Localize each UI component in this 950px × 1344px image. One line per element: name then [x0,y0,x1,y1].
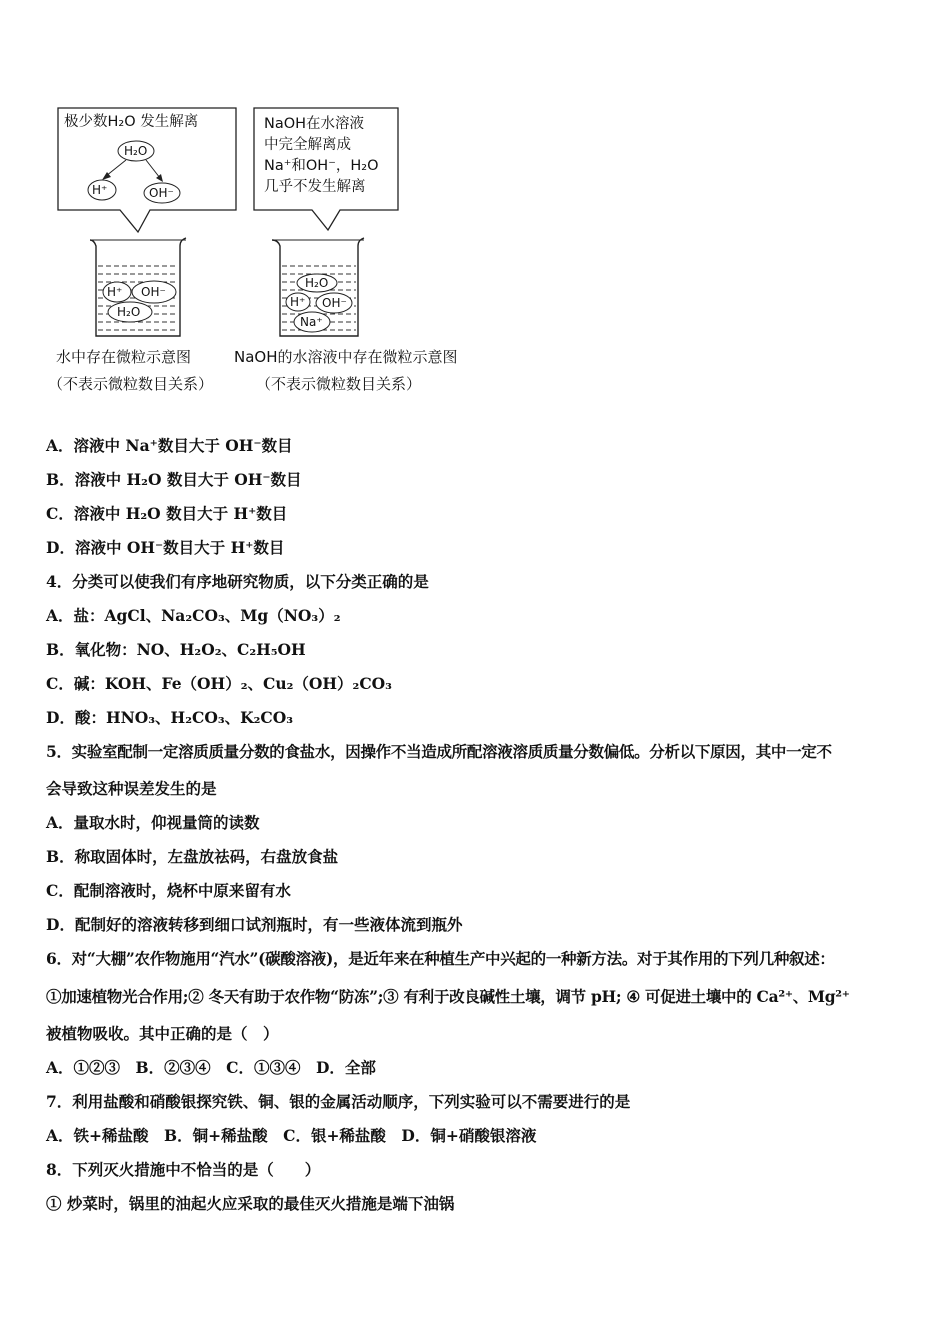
left-beaker-h: H⁺ [107,285,123,299]
left-bubble-h: H⁺ [92,183,108,197]
right-bubble-line-4: 几乎不发生解离 [264,179,366,195]
q5-stem-line-1: 5．实验室配制一定溶质质量分数的食盐水，因操作不当造成所配溶液溶质质量分数偏低。分析以下原因，其中一定不 [46,742,832,761]
q8-stem: 8．下列灭火措施中不恰当的是（ ） [46,1160,321,1179]
q4-stem: 4．分类可以使我们有序地研究物质，以下分类正确的是 [46,572,429,591]
q6-options: A．①②③ B．②③④ C．①③④ D．全部 [46,1058,376,1077]
q6-stem-line-3: 被植物吸收。其中正确的是（ ） [46,1024,279,1043]
right-beaker-na: Na⁺ [300,315,323,329]
left-bubble-title: 极少数H₂O 发生解离 [64,114,199,130]
q5-option-b: B．称取固体时，左盘放祛码，右盘放食盐 [46,847,339,866]
right-beaker-oh: OH⁻ [322,296,347,310]
ionization-figure [50,100,490,400]
q4-option-c: C．碱：KOH、Fe（OH）₂、Cu₂（OH）₂CO₃ [46,674,392,693]
left-caption-line-1: 水中存在微粒示意图 [56,348,192,366]
left-beaker-oh: OH⁻ [141,285,166,299]
left-caption-line-2: （不表示微粒数目关系） [50,375,214,393]
q3-option-d: D．溶液中 OH⁻数目大于 H⁺数目 [46,538,285,557]
q7-options: A．铁+稀盐酸 B．铜+稀盐酸 C．银+稀盐酸 D．铜+硝酸银溶液 [46,1126,537,1145]
right-caption-line-1: NaOH的水溶液中存在微粒示意图 [234,348,458,366]
q5-option-c: C．配制溶液时，烧杯中原来留有水 [46,881,291,900]
q6-stem-line-1: 6．对“大棚”农作物施用“汽水”(碳酸溶液)，是近年来在种植生产中兴起的一种新方法。对于其作用的下列几种叙述： [46,949,835,968]
right-bubble-line-3: Na⁺和OH⁻，H₂O [264,158,379,174]
left-bubble-h2o: H₂O [124,144,148,158]
q3-option-b: B．溶液中 H₂O 数目大于 OH⁻数目 [46,470,302,489]
q4-option-a: A．盐：AgCl、Na₂CO₃、Mg（NO₃）₂ [46,606,341,625]
q5-option-d: D．配制好的溶液转移到细口试剂瓶时，有一些液体流到瓶外 [46,915,463,934]
q3-option-c: C．溶液中 H₂O 数目大于 H⁺数目 [46,504,288,523]
q5-stem-line-2: 会导致这种误差发生的是 [46,779,217,798]
q4-option-b: B．氧化物：NO、H₂O₂、C₂H₅OH [46,640,306,659]
right-beaker-h2o: H₂O [305,276,329,290]
q8-item-1: ① 炒菜时，锅里的油起火应采取的最佳灭火措施是端下油锅 [46,1194,455,1213]
q6-stem-line-2: ①加速植物光合作用;② 冬天有助于农作物“防冻”;③ 有利于改良碱性土壤，调节 pH; ④ 可促进土壤中的 Ca²⁺、Mg²⁺ [46,987,850,1006]
right-caption-line-2: （不表示微粒数目关系） [256,375,422,393]
left-beaker-h2o: H₂O [117,305,141,319]
right-bubble-line-2: 中完全解离成 [264,137,351,153]
right-beaker-h: H⁺ [290,295,306,309]
q4-option-d: D．酸：HNO₃、H₂CO₃、K₂CO₃ [46,708,293,727]
q3-option-a: A．溶液中 Na⁺数目大于 OH⁻数目 [46,436,293,455]
left-bubble-oh: OH⁻ [149,186,174,200]
q7-stem: 7．利用盐酸和硝酸银探究铁、铜、银的金属活动顺序，下列实验可以不需要进行的是 [46,1092,631,1111]
ionization-diagram [50,100,490,400]
right-bubble-line-1: NaOH在水溶液 [264,116,365,132]
q5-option-a: A．量取水时，仰视量筒的读数 [46,813,260,832]
